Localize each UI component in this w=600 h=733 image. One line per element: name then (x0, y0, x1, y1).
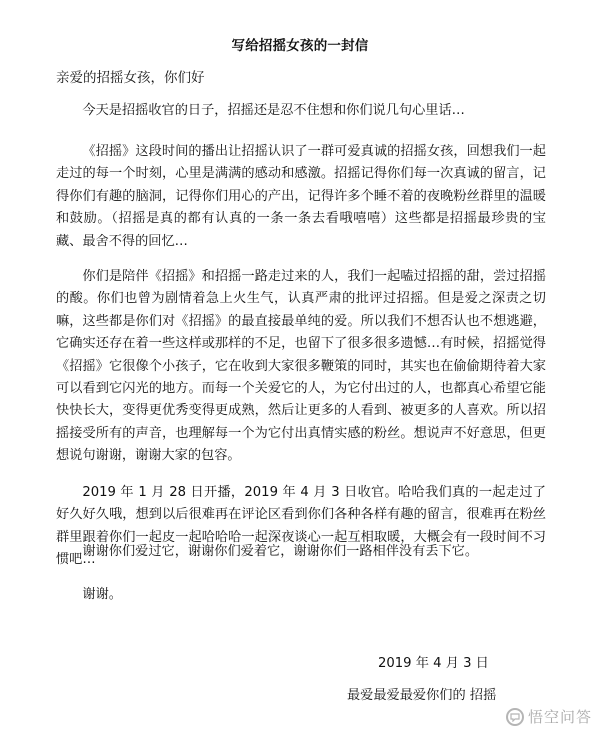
letter-paragraph-4: 2019 年 1 月 28 日开播，2019 年 4 月 3 日收官。哈哈我们真的一起走过了好久好久哦，想到以后很难再在评论区看到你们各种各样有趣的留言，很难再在粉丝群里跟着你们一起皮一起哈哈哈一起深夜谈心一起互相取暖，大概会有一段时间不习惯吧… (56, 485, 546, 568)
watermark (506, 706, 592, 727)
letter-paragraph-6: 谢谢。 (82, 587, 122, 602)
watermark-text: 悟空问答 (527, 708, 592, 726)
letter-paragraph-2: 《招摇》这段时间的播出让招摇认识了一群可爱真诚的招摇女孩，回想我们一起走过的每一个时刻，心里是满满的感动和感激。招摇记得你们每一次真诚的留言，记得你们有趣的脑洞，记得你们用心的产出，记得许多个睡不着的夜晚粉丝群里的温暖和鼓励。（招摇是真的都有认真的一条一条去看哦嘻嘻）这些都是招摇最珍贵的宝藏、最舍不得的回忆… (56, 144, 546, 249)
chat-bubble-icon (506, 708, 524, 726)
letter-paragraph-3: 你们是陪伴《招摇》和招摇一路走过来的人，我们一起嗑过招摇的甜，尝过招摇的酸。你们也曾为剧情着急上火生气，认真严肃的批评过招摇。但是爱之深责之切嘛，这些都是你们对《招摇》的最直接最单纯的爱。所以我们不想否认也不想逃避，它确实还存在着一些这样或那样的不足，也留下了很多很多遗憾…有时候，招摇觉得《招摇》它很像个小孩子，它在收到大家很多鞭策的同时，其实也在偷偷期待着大家可以看到它闪光的地方。而每一个关爱它的人，为它付出过的人，也都真心希望它能快快长大，变得更优秀变得更成熟，然后让更多的人看到、被更多的人喜欢。所以招摇接受所有的声音，也理解每一个为它付出真情实感的粉丝。想说声不好意思，但更想说句谢谢，谢谢大家的包容。 (56, 269, 546, 464)
letter-greeting: 亲爱的招摇女孩，你们好 (56, 70, 205, 86)
letter-paragraph-5: 谢谢你们爱过它，谢谢你们爱着它，谢谢你们一路相伴没有丢下它。 (82, 544, 479, 559)
letter-title: 写给招摇女孩的一封信 (231, 38, 369, 54)
letter-date: 2019 年 4 月 3 日 (378, 656, 489, 671)
letter-paragraph-1: 今天是招摇收官的日子，招摇还是忍不住想和你们说几句心里话… (82, 103, 465, 118)
letter-signature: 最爱最爱最爱你们的 招摇 (347, 688, 497, 703)
